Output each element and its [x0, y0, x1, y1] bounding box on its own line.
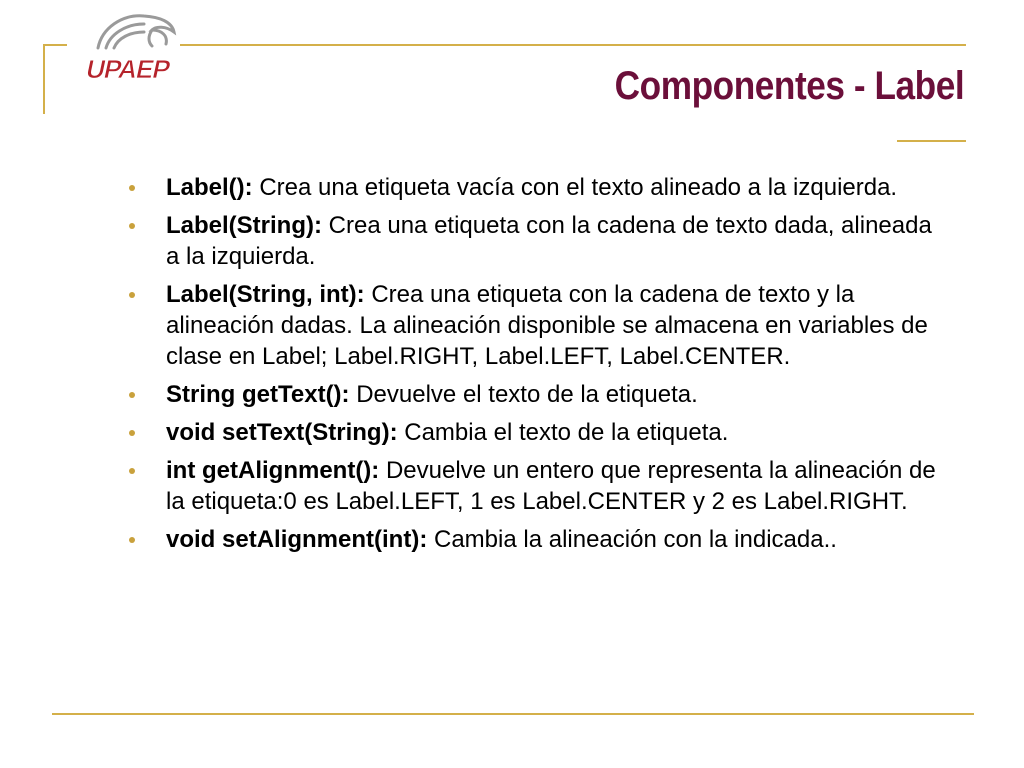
bullet-dot-icon	[129, 430, 135, 436]
footer-rule	[52, 713, 974, 715]
bullet-term: int getAlignment():	[166, 457, 380, 484]
frame-left-bar	[43, 44, 45, 114]
bullet-list	[128, 172, 948, 555]
bullet-desc: Devuelve el texto de la etiqueta.	[356, 381, 698, 408]
bullet-dot-icon	[129, 185, 135, 191]
slide-title: Componentes - Label	[614, 64, 964, 108]
logo-wordmark: UPAEP	[83, 54, 173, 84]
bullet-item	[128, 524, 948, 555]
bullet-term: void setText(String):	[166, 419, 398, 446]
bullet-dot-icon	[129, 292, 135, 298]
bullet-dot-icon	[129, 537, 135, 543]
bullet-term: Label(String, int):	[166, 281, 365, 308]
bullet-dot-icon	[129, 392, 135, 398]
bullet-item	[128, 417, 948, 448]
bullet-item	[128, 279, 948, 372]
header-top-rule	[180, 44, 966, 46]
bullet-item	[128, 172, 948, 203]
bullet-term: Label(String):	[166, 212, 322, 239]
eagle-icon	[98, 16, 174, 48]
bullet-desc: Cambia la alineación con la indicada..	[434, 526, 837, 553]
upaep-logo	[64, 8, 188, 92]
bullet-dot-icon	[129, 223, 135, 229]
bullet-item	[128, 210, 948, 272]
bullet-term: Label():	[166, 174, 253, 201]
bullet-desc: Crea una etiqueta con la cadena de texto dada, alineada a la izquierda.	[166, 212, 932, 270]
bullet-term: void setAlignment(int):	[166, 526, 428, 553]
bullet-term: String getText():	[166, 381, 350, 408]
title-rule	[897, 140, 966, 142]
bullet-desc: Cambia el texto de la etiqueta.	[404, 419, 729, 446]
bullet-item	[128, 379, 948, 410]
bullet-item	[128, 455, 948, 517]
bullet-desc: Devuelve un entero que representa la alineación de la etiqueta:0 es Label.LEFT, 1 es Label.CENTER y 2 es Label.RIGHT.	[166, 457, 936, 515]
slide-content	[128, 172, 948, 562]
bullet-dot-icon	[129, 468, 135, 474]
bullet-desc: Crea una etiqueta con la cadena de texto y la alineación dadas. La alineación disponible se almacena en variables de clase en Label; Label.RIGHT, Label.LEFT, Label.CENTER.	[166, 281, 928, 370]
bullet-desc: Crea una etiqueta vacía con el texto alineado a la izquierda.	[259, 174, 898, 201]
